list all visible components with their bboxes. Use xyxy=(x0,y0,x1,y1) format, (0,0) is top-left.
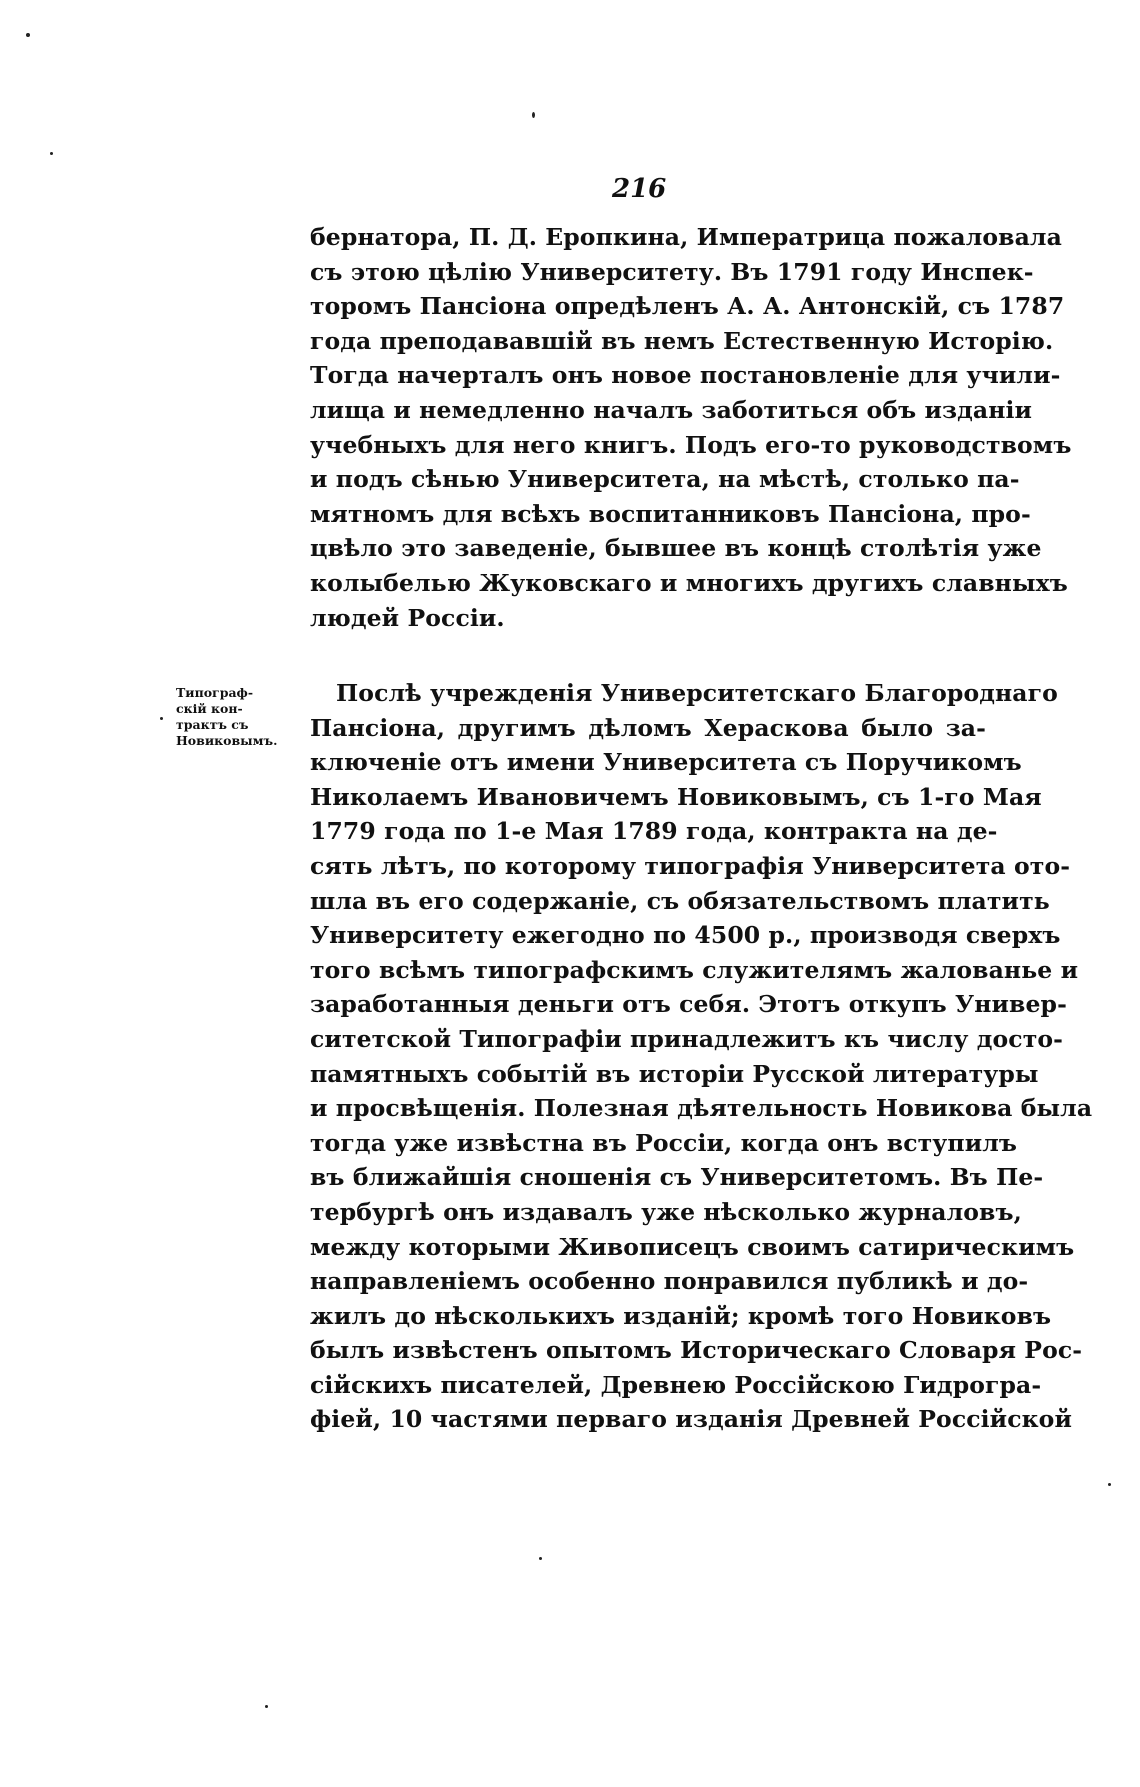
scan-speck xyxy=(50,152,53,155)
text-line: бернатора, П. Д. Еропкина, Императрица пожаловала xyxy=(310,223,1062,251)
scan-speck xyxy=(265,1705,268,1708)
text-line: и подъ сѣнью Университета, на мѣстѣ, столько па- xyxy=(310,465,1020,494)
marginal-note-line: Новиковымъ. xyxy=(176,733,278,748)
text-line: цвѣло это заведеніе, бывшее въ концѣ столѣтія уже xyxy=(310,534,1042,563)
text-line: шла въ его содержаніе, съ обязательствомъ платить xyxy=(310,886,1050,915)
text-line: того всѣмъ типографскимъ служителямъ жалованье и xyxy=(310,955,1079,984)
scan-speck xyxy=(539,1557,542,1560)
text-line: тогда уже извѣстна въ Россіи, когда онъ вступилъ xyxy=(310,1128,1018,1157)
marginal-note-line: трактъ съ xyxy=(176,717,249,732)
text-line: торомъ Пансіона опредѣленъ А. А. Антонскій, съ 1787 xyxy=(310,292,1065,321)
scan-speck xyxy=(1108,1483,1111,1486)
scan-speck xyxy=(26,33,30,37)
text-line: людей Россіи. xyxy=(310,603,505,632)
text-line: и просвѣщенія. Полезная дѣятельность Новикова была xyxy=(310,1094,1093,1123)
text-line: сять лѣтъ, по которому типографія Университета ото- xyxy=(310,851,1071,880)
text-line: года преподававшій въ немъ Естественную Исторію. xyxy=(310,326,1054,355)
text-line: ключеніе отъ имени Университета съ Поручикомъ xyxy=(310,748,1022,777)
text-line: Послѣ учрежденія Университетскаго Благороднаго xyxy=(336,679,1058,707)
page-number: 216 xyxy=(612,174,667,204)
text-line: учебныхъ для него книгъ. Подъ его-то руководствомъ xyxy=(310,430,1072,459)
text-line: Университету ежегодно по 4500 р., производя сверхъ xyxy=(310,921,1061,950)
scan-speck xyxy=(160,717,163,720)
text-line: былъ извѣстенъ опытомъ Историческаго Словаря Рос- xyxy=(310,1336,1083,1365)
text-line: ситетской Типографіи принадлежитъ къ числу досто- xyxy=(310,1024,1064,1053)
text-line: лища и немедленно началъ заботиться объ изданіи xyxy=(310,395,1033,424)
text-line: жилъ до нѣсколькихъ изданій; кромѣ того Новиковъ xyxy=(310,1301,1052,1330)
text-line: съ этою цѣлію Университету. Въ 1791 году Инспек- xyxy=(310,257,1034,286)
text-line: 1779 года по 1-е Мая 1789 года, контракта на де- xyxy=(310,817,998,846)
paragraph-2 xyxy=(310,676,1093,1437)
scan-speck xyxy=(532,112,535,118)
text-line: фіей, 10 частями перваго изданія Древней Россійской xyxy=(310,1405,1072,1434)
paragraph-1 xyxy=(310,220,1072,635)
text-line: направленіемъ особенно понравился публикѣ и до- xyxy=(310,1267,1029,1296)
text-line: мятномъ для всѣхъ воспитанниковъ Пансіона, про- xyxy=(310,499,1031,528)
text-line: памятныхъ событій въ исторіи Русской литературы xyxy=(310,1059,1039,1088)
marginal-note-line: Типограф- xyxy=(176,685,254,700)
text-line: въ ближайшія сношенія съ Университетомъ. Въ Пе- xyxy=(310,1163,1044,1192)
marginal-note xyxy=(176,685,304,749)
text-line: Николаемъ Ивановичемъ Новиковымъ, съ 1-го Мая xyxy=(310,782,1042,811)
text-line: Тогда начерталъ онъ новое постановленіе для учили- xyxy=(310,361,1061,390)
marginal-note-line: скій кон- xyxy=(176,701,243,716)
text-line: заработанныя деньги отъ себя. Этотъ откупъ Универ- xyxy=(310,990,1067,1019)
text-line: тербургѣ онъ издавалъ уже нѣсколько журналовъ, xyxy=(310,1197,1022,1226)
text-line: сійскихъ писателей, Древнею Россійскою Гидрогра- xyxy=(310,1370,1042,1399)
text-line: колыбелью Жуковскаго и многихъ другихъ славныхъ xyxy=(310,568,1068,597)
text-line: Пансіона, другимъ дѣломъ Хераскова было за- xyxy=(310,713,986,742)
text-line: между которыми Живописецъ своимъ сатирическимъ xyxy=(310,1232,1075,1261)
